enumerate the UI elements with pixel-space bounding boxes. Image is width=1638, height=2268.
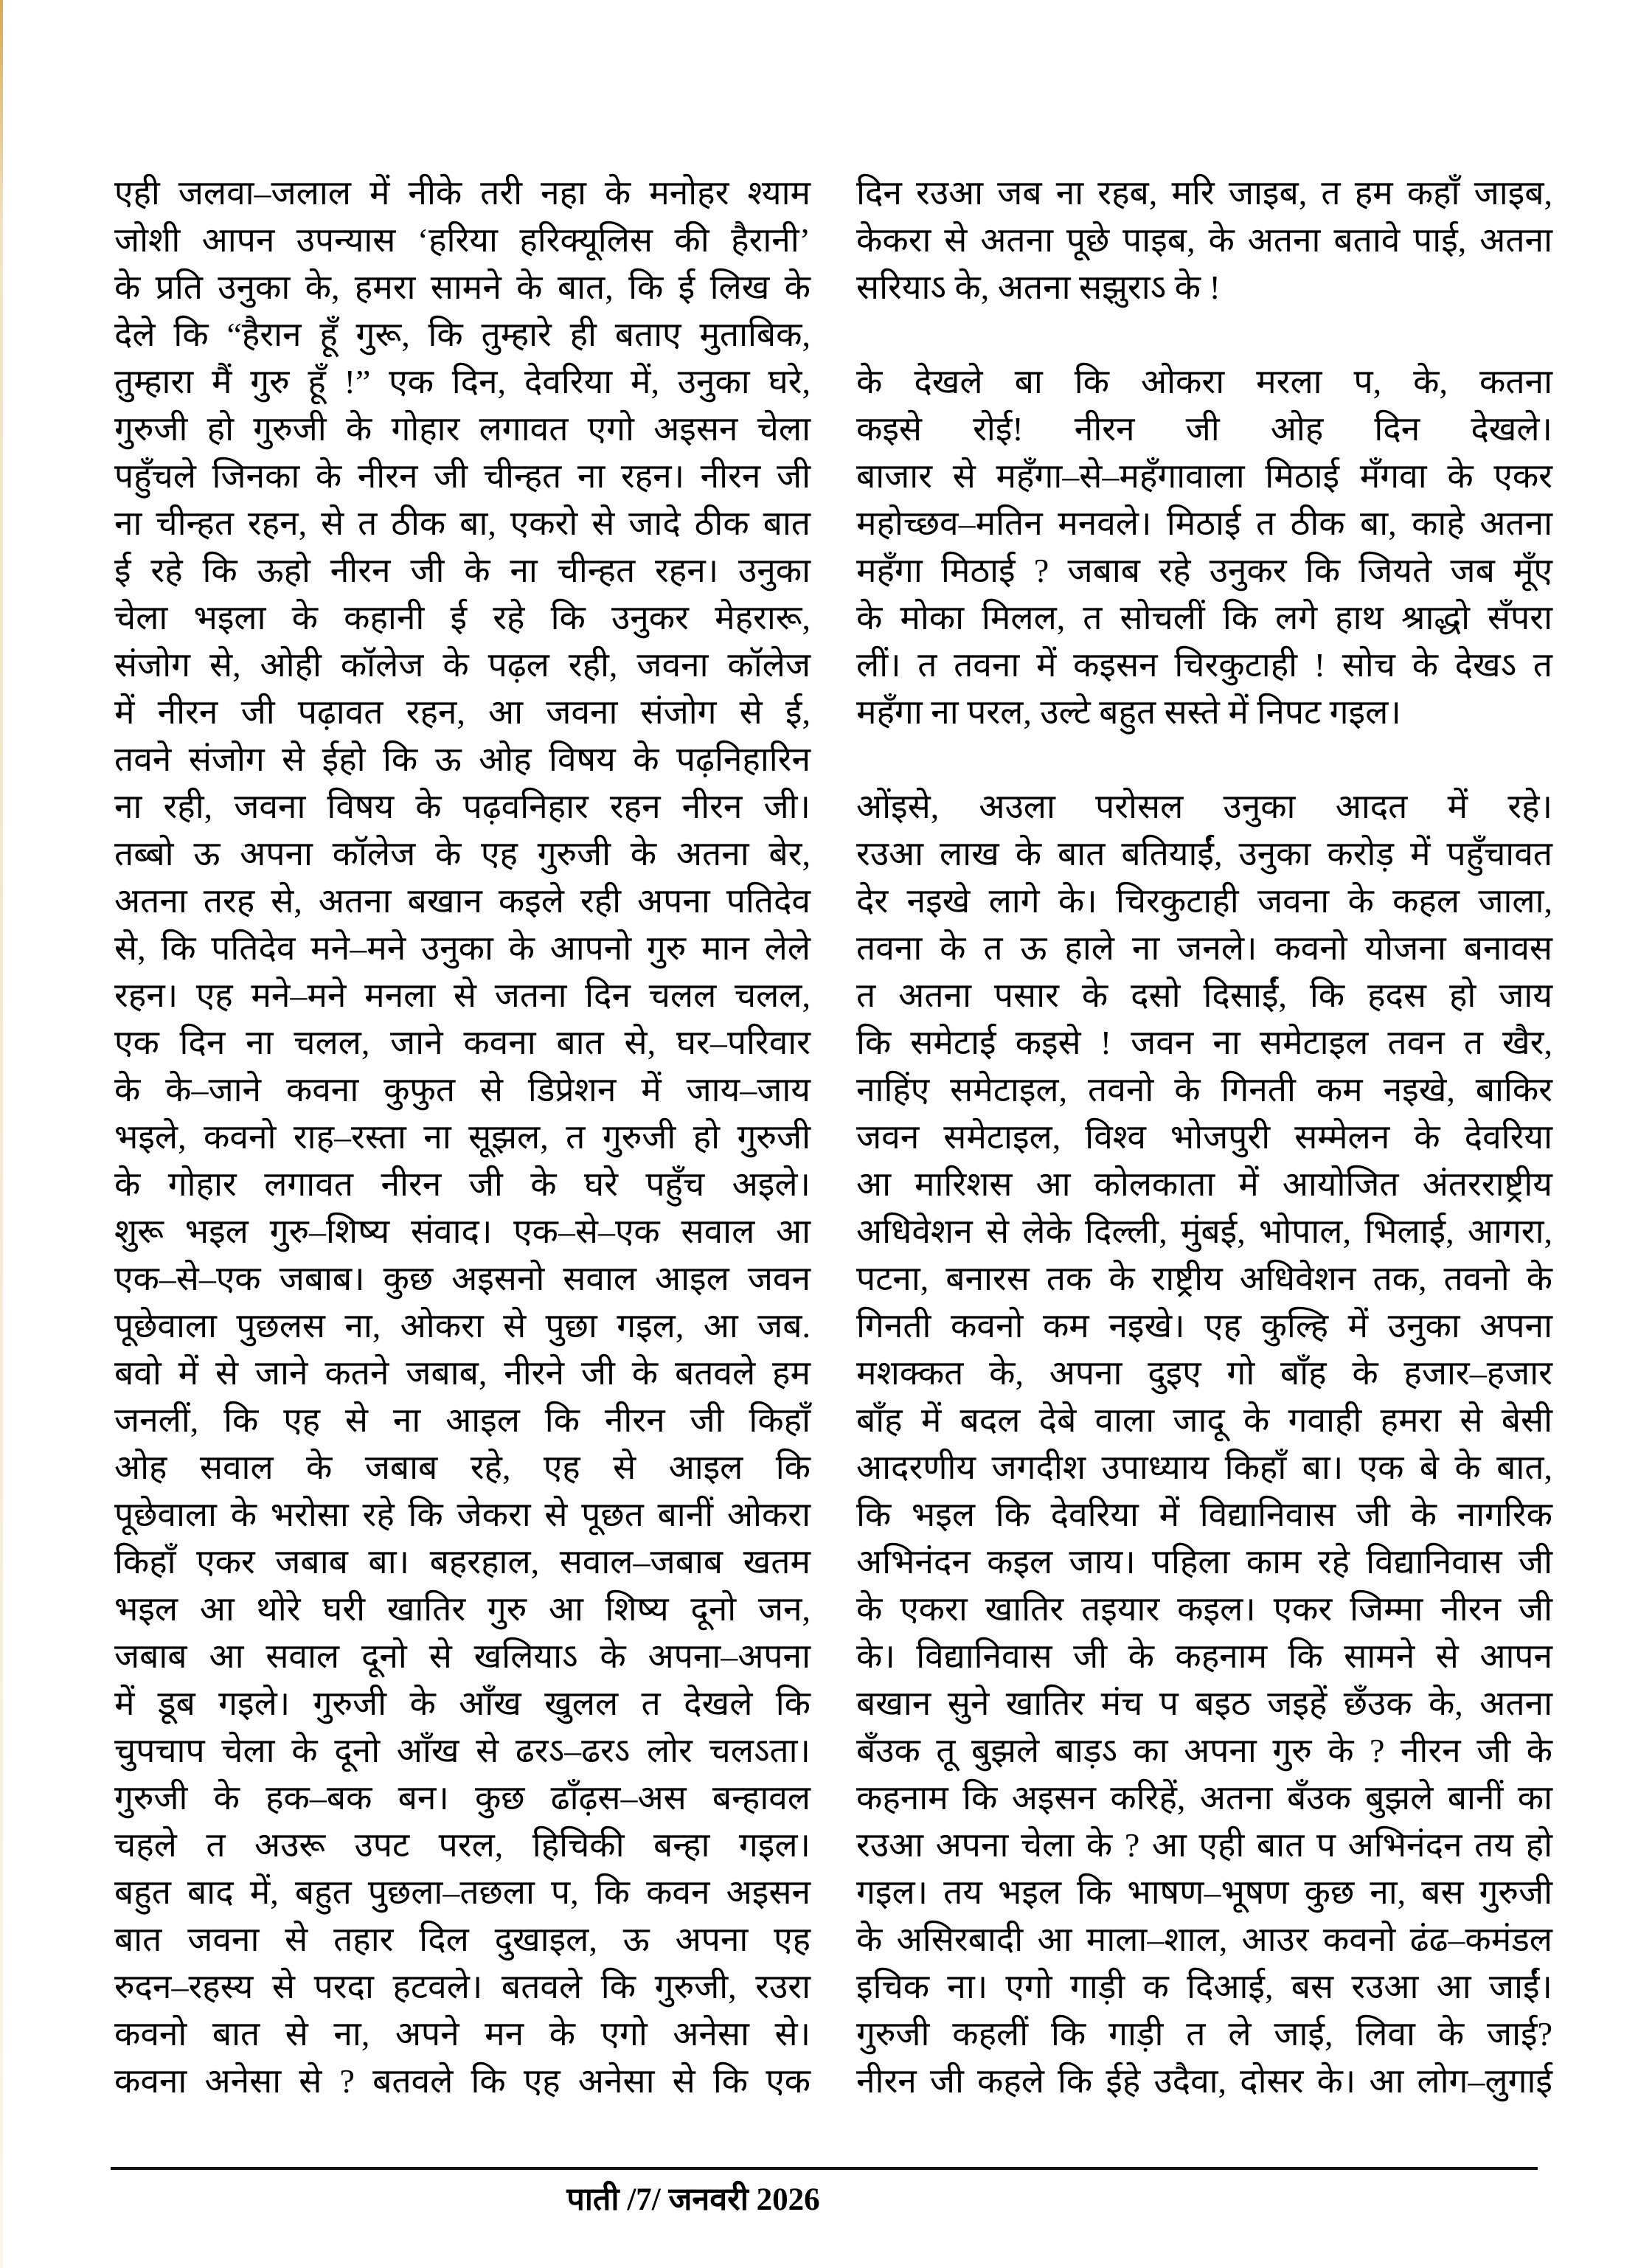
text-line: नाहिंए समेटाइल, तवनो के गिनती कम नइखे, बाकिर [856, 1071, 1552, 1109]
text-line: तवना के त ऊ हाले ना जनले। कवनो योजना बनावस [856, 929, 1552, 967]
text-line: दिन रउआ जब ना रहब, मरि जाइब, त हम कहाँ जाइब, [856, 174, 1552, 212]
text-line: ओंइसे, अउला परोसल उनुका आदत में रहे। [856, 788, 1552, 825]
text-line: में डूब गइले। गुरुजी के आँख खुलल त देखले कि [114, 1685, 811, 1722]
text-line: गिनती कवनो कम नइखे। एह कुल्हि में उनुका अपना [856, 1307, 1552, 1345]
text-line: बाँह में बदल देबे वाला जादू के गवाही हमरा से बेसी [856, 1401, 1552, 1439]
text-line: में नीरन जी पढ़ावत रहन, आ जवना संजोग से ई, [114, 693, 811, 731]
text-line: एक–से–एक जबाब। कुछ अइसनो सवाल आइल जवन [114, 1260, 811, 1297]
text-line: जबाब आ सवाल दूनो से खलियाऽ के अपना–अपना [114, 1637, 811, 1675]
text-line: बँउक तू बुझले बाड़ऽ का अपना गुरु के ? नीरन जी के [856, 1732, 1552, 1769]
text-line: भइल आ थोरे घरी खातिर गुरु आ शिष्य दूनो जन, [114, 1590, 811, 1628]
text-line: गुरुजी हो गुरुजी के गोहार लगावत एगो अइसन चेला [114, 410, 811, 448]
text-line: तब्बो ऊ अपना कॉलेज के एह गुरुजी के अतना बेर, [114, 835, 811, 873]
text-line: के देखले बा कि ओकरा मरला प, के, कतना [856, 363, 1552, 400]
text-line: गुरुजी कहलीं कि गाड़ी त ले जाई, लिवा के जाई? [856, 2015, 1552, 2053]
text-line: बाजार से महँगा–से–महँगावाला मिठाई मँगवा के एकर [856, 457, 1552, 495]
text-line: के प्रति उनुका के, हमरा सामने के बात, कि ई लिख के [114, 268, 811, 306]
text-line: कहनाम कि अइसन करिहें, अतना बँउक बुझले बानीं का [856, 1779, 1552, 1817]
text-line: तवने संजोग से ईहो कि ऊ ओह विषय के पढ़निहारिन [114, 741, 811, 778]
text-line: के असिरबादी आ माला–शाल, आउर कवनो ढंढ–कमंडल [856, 1921, 1552, 1958]
text-line: महँगा ना परल, उल्टे बहुत सस्ते में निपट गइल। [856, 693, 1401, 731]
text-line: जनलीं, कि एह से ना आइल कि नीरन जी किहाँ [114, 1401, 811, 1439]
text-line: कि भइल कि देवरिया में विद्यानिवास जी के नागरिक [856, 1496, 1552, 1533]
text-line: के एकरा खातिर तइयार कइल। एकर जिम्मा नीरन जी [856, 1590, 1552, 1628]
text-line: चहले त अउरू उपट परल, हिचिकी बन्हा गइल। [114, 1826, 811, 1864]
text-line: के। विद्यानिवास जी के कहनाम कि सामने से आपन [856, 1637, 1552, 1675]
right-column [856, 170, 1552, 2105]
text-line: रउआ लाख के बात बतियाईं, उनुका करोड़ में पहुँचावत [856, 835, 1552, 873]
text-line: भइले, कवनो राह–रस्ता ना सूझल, त गुरुजी हो गुरुजी [114, 1118, 811, 1156]
text-line: गइल। तय भइल कि भाषण–भूषण कुछ ना, बस गुरुजी [856, 1873, 1552, 1911]
text-line: चुपचाप चेला के दूनो आँख से ढरऽ–ढरऽ लोर चलऽता। [114, 1732, 811, 1769]
text-line: ना चीन्हत रहन, से त ठीक बा, एकरो से जादे ठीक बात [114, 504, 811, 542]
text-line: त अतना पसार के दसो दिसाईं, कि हदस हो जाय [856, 977, 1552, 1014]
text-line: लीं। त तवना में कइसन चिरकुटाही ! सोच के देखऽ त [856, 646, 1552, 684]
text-line: अभिनंदन कइल जाय। पहिला काम रहे विद्यानिवास जी [856, 1543, 1552, 1581]
text-line: शुरू भइल गुरु–शिष्य संवाद। एक–से–एक सवाल आ [114, 1213, 811, 1250]
text-line: पूछेवाला के भरोसा रहे कि जेकरा से पूछत बानीं ओकरा [114, 1496, 811, 1533]
text-line: कवनो बात से ना, अपने मन के एगो अनेसा से। [114, 2015, 811, 2053]
text-line: एही जलवा–जलाल में नीके तरी नहा के मनोहर श्याम [114, 174, 811, 212]
text-line: पटना, बनारस तक के राष्ट्रीय अधिवेशन तक, तवनो के [856, 1260, 1552, 1297]
page-footer: पाती /7/ जनवरी 2026 [566, 2182, 820, 2217]
text-line: आ मारिशस आ कोलकाता में आयोजित अंतरराष्ट्रीय [856, 1165, 1552, 1203]
text-line: चेला भइला के कहानी ई रहे कि उनुकर मेहरारू, [114, 599, 811, 637]
paragraph [856, 783, 1552, 2105]
text-line: महोच्छव–मतिन मनवले। मिठाई त ठीक बा, काहे अतना [856, 504, 1552, 542]
text-line: ई रहे कि ऊहो नीरन जी के ना चीन्हत रहन। उनुका [114, 552, 811, 589]
text-line: जोशी आपन उपन्यास ‘हरिया हरिक्यूलिस की हैरानी’ [114, 221, 811, 259]
text-line: तुम्हारा मैं गुरु हूँ !” एक दिन, देवरिया में, उनुका घरे, [114, 363, 811, 400]
text-line: के के–जाने कवना कुफुत से डिप्रेशन में जाय–जाय [114, 1071, 811, 1109]
text-line: किहाँ एकर जबाब बा। बहरहाल, सवाल–जबाब खतम [114, 1543, 811, 1581]
text-line: देर नइखे लागे के। चिरकुटाही जवना के कहल जाला, [856, 882, 1552, 920]
text-line: रुदन–रहस्य से परदा हटवले। बतवले कि गुरुजी, रउरा [114, 1968, 811, 2005]
text-line: सरियाऽ के, अतना सझुराऽ के ! [856, 268, 1221, 306]
text-line: कइसे रोई! नीरन जी ओह दिन देखले। [856, 410, 1552, 448]
text-line: कि समेटाई कइसे ! जवन ना समेटाइल तवन त खैर, [856, 1024, 1552, 1061]
footer-divider [111, 2167, 1538, 2170]
text-line: रउआ अपना चेला के ? आ एही बात प अभिनंदन तय हो [856, 1826, 1552, 1864]
text-line: से, कि पतिदेव मने–मने उनुका के आपनो गुरु मान लेले [114, 929, 811, 967]
text-line: बखान सुने खातिर मंच प बइठ जइहें छँउक के, अतना [856, 1685, 1552, 1722]
text-line: इचिक ना। एगो गाड़ी क दिआई, बस रउआ आ जाईं। [856, 1968, 1552, 2005]
text-line: संजोग से, ओही कॉलेज के पढ़ल रही, जवना कॉलेज [114, 646, 811, 684]
text-line: आदरणीय जगदीश उपाध्याय किहाँ बा। एक बे के बात, [856, 1449, 1552, 1486]
text-line: एक दिन ना चलल, जाने कवना बात से, घर–परिवार [114, 1024, 811, 1061]
text-line: ना रही, जवना विषय के पढ़वनिहार रहन नीरन जी। [114, 788, 811, 825]
left-column [114, 170, 811, 2105]
text-line: मशक्कत के, अपना दुइए गो बाँह के हजार–हजार [856, 1354, 1552, 1392]
article-body [114, 170, 1552, 2105]
text-line: कवना अनेसा से ? बतवले कि एह अनेसा से कि एक [114, 2062, 811, 2100]
text-line: गुरुजी के हक–बक बन। कुछ ढाँढ़स–अस बन्हावल [114, 1779, 811, 1817]
text-line: जवन समेटाइल, विश्व भोजपुरी सम्मेलन के देवरिया [856, 1118, 1552, 1156]
text-line: बहुत बाद में, बहुत पुछला–तछला प, कि कवन अइसन [114, 1873, 811, 1911]
paragraph [856, 170, 1552, 311]
text-line: बात जवना से तहार दिल दुखाइल, ऊ अपना एह [114, 1921, 811, 1958]
text-line: नीरन जी कहले कि ईहे उदैवा, दोसर के। आ लोग–लुगाई [856, 2062, 1552, 2100]
text-line: पहुँचले जिनका के नीरन जी चीन्हत ना रहन। नीरन जी [114, 457, 811, 495]
text-line: ओह सवाल के जबाब रहे, एह से आइल कि [114, 1449, 811, 1486]
page-left-edge-scan-line [0, 0, 3, 2268]
text-line: केकरा से अतना पूछे पाइब, के अतना बतावे पाई, अतना [856, 221, 1552, 259]
text-line: के मोका मिलल, त सोचलीं कि लगे हाथ श्राद्धो सँपरा [856, 599, 1552, 637]
text-line: पूछेवाला पुछलस ना, ओकरा से पुछा गइल, आ जब. [114, 1307, 811, 1345]
text-line: अतना तरह से, अतना बखान कइले रही अपना पतिदेव [114, 882, 811, 920]
text-line: रहन। एह मने–मने मनला से जतना दिन चलल चलल, [114, 977, 811, 1014]
text-line: अधिवेशन से लेके दिल्ली, मुंबई, भोपाल, भिलाई, आगरा, [856, 1213, 1552, 1250]
text-line: महँगा मिठाई ? जबाब रहे उनुकर कि जियते जब मूँए [856, 552, 1552, 589]
text-line: बवो में से जाने कतने जबाब, नीरने जी के बतवले हम [114, 1354, 811, 1392]
paragraph [856, 358, 1552, 736]
text-line: देले कि “हैरान हूँ गुरू, कि तुम्हारे ही बताए मुताबिक, [114, 316, 811, 353]
text-line: के गोहार लगावत नीरन जी के घरे पहुँच अइले। [114, 1165, 811, 1203]
